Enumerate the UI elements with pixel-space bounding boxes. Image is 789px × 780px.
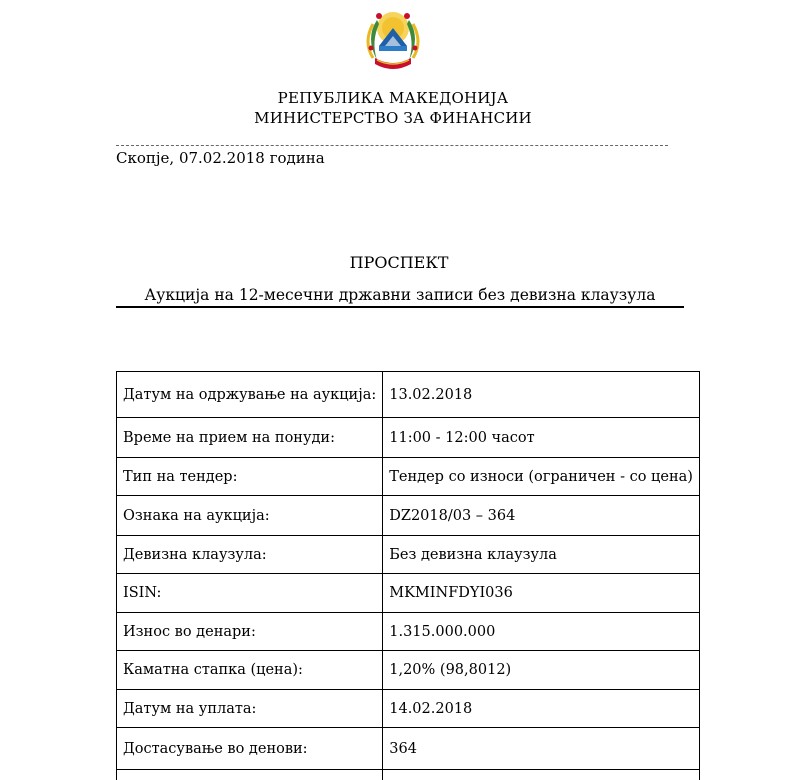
ministry-heading: МИНИСТЕРСТВО ЗА ФИНАНСИИ [254, 109, 532, 127]
row-value: 1,20% (98,8012) [383, 651, 700, 690]
auction-info-table [116, 371, 700, 780]
table-row [117, 418, 700, 458]
row-value: 14.02.2018 [383, 690, 700, 728]
table-row [117, 728, 700, 770]
row-label: Каматна стапка (цена): [117, 651, 383, 690]
table-row [117, 613, 700, 651]
row-value: 13.02.2018 [383, 372, 700, 418]
row-label: Датум на одржување на аукција: [117, 372, 383, 418]
row-value: Тендер со износи (ограничен - со цена) [383, 458, 700, 496]
table-row [117, 690, 700, 728]
row-label: Датум на уплата: [117, 690, 383, 728]
row-label: ISIN: [117, 574, 383, 613]
coat-of-arms-emblem [359, 2, 427, 76]
page-title: ПРОСПЕКТ [349, 253, 449, 272]
table-row [117, 496, 700, 536]
dashed-divider [116, 145, 668, 146]
table-row [117, 458, 700, 496]
page-subtitle: Аукција на 12-месечни државни записи без девизна клаузула [116, 286, 684, 308]
table-row [117, 372, 700, 418]
republic-heading: РЕПУБЛИКА МАКЕДОНИЈА [277, 89, 509, 107]
document-date: Скопје, 07.02.2018 година [116, 149, 325, 167]
row-value [383, 770, 700, 780]
table-row [117, 574, 700, 613]
row-label: Достасување во денови: [117, 728, 383, 770]
row-value: 11:00 - 12:00 часот [383, 418, 700, 458]
row-value: Без девизна клаузула [383, 536, 700, 574]
table-row [117, 651, 700, 690]
row-label: Тип на тендер: [117, 458, 383, 496]
row-label [117, 770, 383, 780]
row-label: Девизна клаузула: [117, 536, 383, 574]
row-value: MKMINFDYI036 [383, 574, 700, 613]
row-value: 1.315.000.000 [383, 613, 700, 651]
table-row [117, 536, 700, 574]
row-value: DZ2018/03 – 364 [383, 496, 700, 536]
table-row [117, 770, 700, 780]
row-value: 364 [383, 728, 700, 770]
row-label: Време на прием на понуди: [117, 418, 383, 458]
row-label: Ознака на аукција: [117, 496, 383, 536]
row-label: Износ во денари: [117, 613, 383, 651]
